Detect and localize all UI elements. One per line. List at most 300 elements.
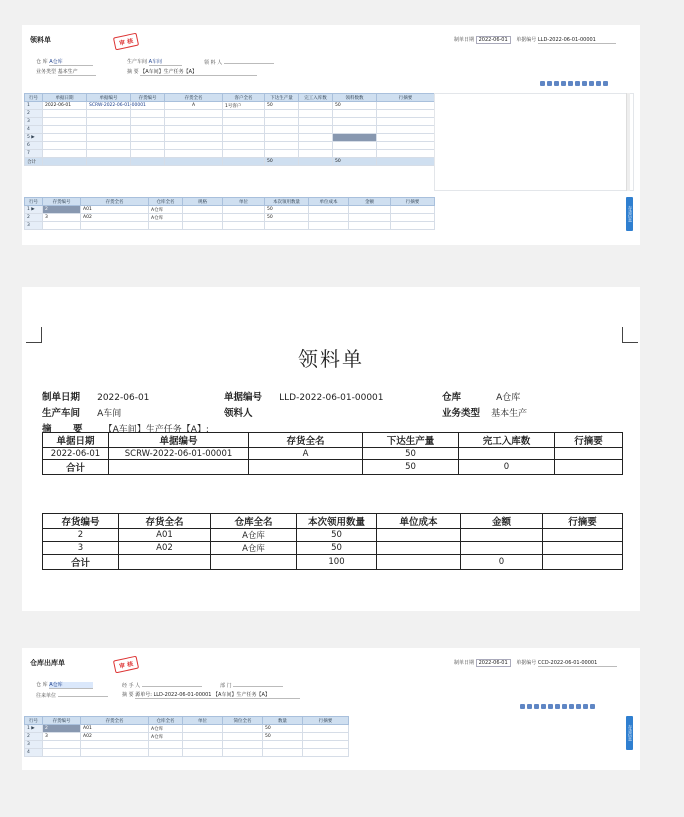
cell[interactable] bbox=[149, 749, 183, 757]
cell bbox=[377, 529, 461, 542]
col-unit[interactable]: 单位 bbox=[183, 717, 223, 725]
cell[interactable] bbox=[165, 110, 223, 118]
cell[interactable] bbox=[81, 222, 149, 230]
col-item-name[interactable]: 存货全名 bbox=[81, 198, 149, 206]
cell: 3 bbox=[25, 741, 43, 749]
cell[interactable] bbox=[309, 214, 349, 222]
cell[interactable]: 50 bbox=[333, 102, 377, 110]
cell[interactable] bbox=[87, 110, 131, 118]
col-amount[interactable]: 金额 bbox=[349, 198, 391, 206]
cell: 1 bbox=[25, 102, 43, 110]
table-row[interactable] bbox=[25, 150, 435, 158]
table-row[interactable] bbox=[25, 749, 349, 757]
date-input[interactable]: 2022-06-01 bbox=[476, 36, 511, 44]
table-row bbox=[43, 448, 623, 460]
warehouse-value: A仓库 bbox=[496, 393, 521, 403]
audit-stamp: 审 核 bbox=[113, 33, 139, 51]
cell[interactable]: A02 bbox=[81, 214, 149, 222]
picker-label: 领料人 bbox=[224, 408, 253, 419]
requisition-form-panel bbox=[22, 25, 640, 245]
cell bbox=[461, 529, 543, 542]
cell[interactable] bbox=[87, 142, 131, 150]
table-row[interactable] bbox=[25, 110, 435, 118]
cell[interactable] bbox=[333, 118, 377, 126]
cell[interactable]: 50 bbox=[265, 206, 309, 214]
cell[interactable]: A仓库 bbox=[149, 214, 183, 222]
cell[interactable] bbox=[265, 150, 299, 158]
cell[interactable] bbox=[265, 134, 299, 142]
cell[interactable] bbox=[299, 102, 333, 110]
docno-value[interactable]: LLD-2022-06-01-00001 bbox=[538, 37, 616, 44]
cell[interactable] bbox=[131, 126, 165, 134]
audit-stamp: 审 核 bbox=[113, 656, 139, 674]
item-info-tab[interactable]: 存货信息 bbox=[626, 197, 633, 231]
cell[interactable]: SCRW-2022-06-01-00001 bbox=[87, 102, 131, 110]
cell[interactable] bbox=[183, 741, 223, 749]
cell[interactable] bbox=[131, 110, 165, 118]
cell: 3 bbox=[25, 118, 43, 126]
biztype-field bbox=[36, 69, 96, 75]
cell bbox=[211, 555, 297, 570]
cell[interactable] bbox=[223, 749, 263, 757]
cell: 5 ▶ bbox=[25, 134, 43, 142]
total-amount: 0 bbox=[461, 555, 543, 570]
unit-field bbox=[36, 692, 108, 699]
date-input[interactable]: 2022-06-01 bbox=[476, 659, 511, 667]
col-rownum[interactable]: 行号 bbox=[25, 717, 43, 725]
cell[interactable] bbox=[223, 142, 265, 150]
cell[interactable]: A02 bbox=[81, 733, 149, 741]
cell[interactable] bbox=[183, 725, 223, 733]
cell[interactable] bbox=[223, 150, 265, 158]
cell[interactable]: 50 bbox=[265, 102, 299, 110]
cell[interactable]: A仓库 bbox=[149, 206, 183, 214]
workshop-field bbox=[127, 59, 182, 65]
cell[interactable] bbox=[43, 134, 87, 142]
cell[interactable] bbox=[309, 222, 349, 230]
col-row-note[interactable]: 行摘要 bbox=[377, 94, 435, 102]
biztype-value: 基本生产 bbox=[491, 409, 528, 419]
cell[interactable] bbox=[263, 749, 303, 757]
vertical-scrollbar[interactable] bbox=[626, 93, 630, 191]
cell[interactable] bbox=[377, 134, 435, 142]
col-pick-qty[interactable]: 领料数数 bbox=[333, 94, 377, 102]
stock-out-form-panel bbox=[22, 648, 640, 770]
docno-value[interactable]: CCD-2022-06-01-00001 bbox=[538, 660, 617, 667]
grid-toolbar bbox=[540, 81, 608, 86]
cell: 50 bbox=[363, 448, 459, 460]
form-title: 领料单 bbox=[30, 36, 51, 44]
date-field bbox=[454, 37, 616, 43]
col-row-note: 行摘要 bbox=[555, 433, 623, 448]
cell[interactable] bbox=[165, 126, 223, 134]
prev-icon[interactable] bbox=[589, 81, 594, 86]
grid-icon[interactable] bbox=[540, 81, 545, 86]
cell: 1 ▶ bbox=[25, 725, 43, 733]
cell[interactable] bbox=[223, 206, 265, 214]
col-row-note[interactable]: 行摘要 bbox=[303, 717, 349, 725]
cell[interactable] bbox=[223, 741, 263, 749]
next-icon[interactable] bbox=[596, 81, 601, 86]
cell[interactable] bbox=[265, 110, 299, 118]
cell bbox=[119, 555, 211, 570]
cell[interactable]: A01 bbox=[81, 725, 149, 733]
cell[interactable] bbox=[299, 118, 333, 126]
cell[interactable]: A仓库 bbox=[149, 733, 183, 741]
cell[interactable] bbox=[87, 118, 131, 126]
cell[interactable] bbox=[131, 118, 165, 126]
cell[interactable] bbox=[81, 741, 149, 749]
dept-input[interactable] bbox=[233, 682, 283, 687]
cell[interactable] bbox=[223, 725, 263, 733]
cell[interactable] bbox=[87, 126, 131, 134]
col-finished-qty: 完工入库数 bbox=[459, 433, 555, 448]
col-unit-cost[interactable]: 单位成本 bbox=[309, 198, 349, 206]
cell[interactable]: A仓库 bbox=[149, 725, 183, 733]
cell[interactable] bbox=[165, 134, 223, 142]
col-finished-qty[interactable]: 完工入库数 bbox=[299, 94, 333, 102]
cell[interactable]: 50 bbox=[263, 725, 303, 733]
table-row[interactable] bbox=[25, 206, 435, 214]
cell[interactable] bbox=[183, 733, 223, 741]
biztype-label: 业务类型 bbox=[36, 69, 57, 75]
cell bbox=[43, 158, 87, 166]
cell bbox=[249, 460, 363, 475]
cell bbox=[459, 448, 555, 460]
cell: 2 bbox=[25, 733, 43, 741]
col-warehouse: 仓库全名 bbox=[211, 514, 297, 529]
col-planned-qty[interactable]: 下达生产量 bbox=[265, 94, 299, 102]
item-info-tab[interactable]: 存货信息 bbox=[626, 716, 633, 750]
cell[interactable] bbox=[43, 150, 87, 158]
total-pick-qty: 50 bbox=[333, 158, 377, 166]
stock-out-grid bbox=[24, 716, 349, 757]
total-finished-qty: 0 bbox=[459, 460, 555, 475]
cell bbox=[223, 158, 265, 166]
workshop-input[interactable]: A车间 bbox=[149, 59, 182, 66]
cell[interactable] bbox=[377, 118, 435, 126]
cell[interactable] bbox=[349, 206, 391, 214]
eye-icon[interactable] bbox=[547, 81, 552, 86]
table-row[interactable] bbox=[25, 102, 435, 110]
cell[interactable] bbox=[303, 749, 349, 757]
docno-label: 单据编号 bbox=[224, 392, 263, 403]
cell[interactable] bbox=[349, 222, 391, 230]
total-label: 合计 bbox=[43, 555, 119, 570]
table-row bbox=[43, 529, 623, 542]
cell[interactable]: 3 bbox=[43, 733, 81, 741]
cell bbox=[109, 460, 249, 475]
table-row[interactable] bbox=[25, 725, 349, 733]
warehouse-field bbox=[36, 682, 93, 688]
col-item-code[interactable]: 存货编号 bbox=[43, 717, 81, 725]
col-doc-date[interactable]: 单据日期 bbox=[43, 94, 87, 102]
grid-toolbar bbox=[520, 704, 595, 709]
col-customer[interactable]: 客户全名 bbox=[223, 94, 265, 102]
cell[interactable] bbox=[299, 110, 333, 118]
cell[interactable] bbox=[377, 102, 435, 110]
cell: 4 bbox=[25, 126, 43, 134]
unit-label: 往来单位 bbox=[36, 693, 57, 699]
summary-label: 摘 要 bbox=[127, 69, 139, 75]
cell[interactable] bbox=[263, 741, 303, 749]
last-icon[interactable] bbox=[603, 81, 608, 86]
cell: 2022-06-01 bbox=[43, 448, 109, 460]
cell: A bbox=[249, 448, 363, 460]
cell[interactable] bbox=[391, 206, 435, 214]
cell[interactable] bbox=[149, 741, 183, 749]
handler-label: 经 手 人 bbox=[122, 683, 141, 689]
cell[interactable] bbox=[223, 110, 265, 118]
biztype-input[interactable]: 基本生产 bbox=[58, 69, 96, 76]
cell[interactable] bbox=[43, 126, 87, 134]
cell[interactable] bbox=[223, 126, 265, 134]
cell: 50 bbox=[297, 529, 377, 542]
cell[interactable] bbox=[165, 150, 223, 158]
cell[interactable] bbox=[43, 142, 87, 150]
cell[interactable] bbox=[223, 214, 265, 222]
cell[interactable] bbox=[333, 110, 377, 118]
cell[interactable] bbox=[391, 222, 435, 230]
date-field bbox=[454, 660, 617, 666]
col-item-name: 存货全名 bbox=[249, 433, 363, 448]
col-item-name[interactable]: 存货全名 bbox=[81, 717, 149, 725]
cell[interactable] bbox=[333, 126, 377, 134]
summary-value: 【A车间】生产任务【A】; bbox=[103, 425, 209, 435]
cell bbox=[87, 158, 131, 166]
cell[interactable] bbox=[131, 150, 165, 158]
save-icon[interactable] bbox=[568, 81, 573, 86]
cell[interactable]: 3 bbox=[43, 214, 81, 222]
cell bbox=[543, 529, 623, 542]
cell: SCRW-2022-06-01-00001 bbox=[109, 448, 249, 460]
cell[interactable] bbox=[87, 134, 131, 142]
summary-input[interactable]: 源单号: LLD-2022-06-01-00001 【A车间】生产任务【A】 bbox=[135, 692, 300, 699]
cell[interactable] bbox=[43, 741, 81, 749]
first-icon[interactable] bbox=[582, 81, 587, 86]
cell bbox=[555, 460, 623, 475]
col-amount: 金额 bbox=[461, 514, 543, 529]
cell[interactable] bbox=[183, 214, 223, 222]
warehouse-input[interactable]: A仓库 bbox=[49, 59, 92, 66]
save-icon[interactable] bbox=[555, 704, 560, 709]
date-value: 2022-06-01 bbox=[97, 393, 150, 403]
warehouse-input[interactable]: A仓库 bbox=[49, 682, 92, 689]
cell[interactable] bbox=[183, 222, 223, 230]
print-icon[interactable] bbox=[548, 704, 553, 709]
prev-icon[interactable] bbox=[576, 704, 581, 709]
table-row[interactable] bbox=[25, 118, 435, 126]
cell[interactable] bbox=[223, 733, 263, 741]
cell: 3 bbox=[25, 222, 43, 230]
tree-icon[interactable] bbox=[554, 81, 559, 86]
cell[interactable] bbox=[265, 142, 299, 150]
handler-field bbox=[122, 682, 202, 689]
cell[interactable] bbox=[333, 142, 377, 150]
last-icon[interactable] bbox=[590, 704, 595, 709]
col-warehouse[interactable]: 仓库全名 bbox=[149, 198, 183, 206]
grid-right-area bbox=[434, 93, 634, 191]
col-row-note[interactable]: 行摘要 bbox=[391, 198, 435, 206]
next-icon[interactable] bbox=[583, 704, 588, 709]
cell[interactable] bbox=[299, 150, 333, 158]
dept-field bbox=[220, 682, 283, 689]
picker-field bbox=[204, 59, 274, 66]
table-row[interactable] bbox=[25, 214, 435, 222]
cell: 2 bbox=[25, 214, 43, 222]
cell[interactable] bbox=[349, 214, 391, 222]
col-rownum[interactable]: 行号 bbox=[25, 198, 43, 206]
cell[interactable] bbox=[223, 222, 265, 230]
cell[interactable]: 50 bbox=[265, 214, 309, 222]
cell[interactable] bbox=[165, 142, 223, 150]
cell[interactable] bbox=[303, 741, 349, 749]
table-row[interactable] bbox=[25, 733, 349, 741]
docno-label: 单据编号 bbox=[516, 37, 537, 43]
col-spec[interactable]: 规格 bbox=[183, 198, 223, 206]
total-planned-qty: 50 bbox=[363, 460, 459, 475]
unit-input[interactable] bbox=[58, 692, 108, 697]
selected-cell[interactable]: 2 bbox=[43, 725, 81, 733]
cell[interactable] bbox=[299, 126, 333, 134]
selected-cell[interactable]: 2 bbox=[43, 206, 81, 214]
cell: 1 ▶ bbox=[25, 206, 43, 214]
cell: A仓库 bbox=[211, 529, 297, 542]
picker-label: 领 料 人 bbox=[204, 60, 223, 66]
form-title: 仓库出库单 bbox=[30, 659, 65, 667]
cell[interactable] bbox=[149, 222, 183, 230]
cell[interactable]: 50 bbox=[263, 733, 303, 741]
cell[interactable] bbox=[377, 142, 435, 150]
tree-icon[interactable] bbox=[534, 704, 539, 709]
total-row bbox=[43, 555, 623, 570]
cell[interactable]: A01 bbox=[81, 206, 149, 214]
users-icon[interactable] bbox=[541, 704, 546, 709]
col-location[interactable]: 简位全名 bbox=[223, 717, 263, 725]
source-grid-body bbox=[25, 102, 435, 166]
col-doc-no: 单据编号 bbox=[109, 433, 249, 448]
picker-input[interactable] bbox=[224, 59, 274, 64]
col-row-note: 行摘要 bbox=[543, 514, 623, 529]
grid-icon[interactable] bbox=[520, 704, 525, 709]
cell[interactable] bbox=[43, 749, 81, 757]
total-row bbox=[43, 460, 623, 475]
selected-cell[interactable] bbox=[333, 134, 377, 142]
summary-field bbox=[122, 692, 300, 698]
cell[interactable] bbox=[131, 142, 165, 150]
cell[interactable] bbox=[391, 214, 435, 222]
users-icon[interactable] bbox=[561, 81, 566, 86]
total-row bbox=[25, 158, 435, 166]
cell[interactable]: A bbox=[165, 102, 223, 110]
edit-icon[interactable] bbox=[575, 81, 580, 86]
cell[interactable] bbox=[299, 142, 333, 150]
cell[interactable] bbox=[303, 733, 349, 741]
total-issue-qty: 100 bbox=[297, 555, 377, 570]
edit-icon[interactable] bbox=[562, 704, 567, 709]
cell[interactable] bbox=[223, 134, 265, 142]
cell[interactable] bbox=[265, 126, 299, 134]
col-qty[interactable]: 数量 bbox=[263, 717, 303, 725]
cell bbox=[165, 158, 223, 166]
cell[interactable] bbox=[377, 126, 435, 134]
cell[interactable] bbox=[165, 118, 223, 126]
cell[interactable] bbox=[183, 749, 223, 757]
cell: A仓库 bbox=[211, 542, 297, 555]
col-item-code[interactable]: 存货编号 bbox=[131, 94, 165, 102]
handler-input[interactable] bbox=[142, 682, 202, 687]
items-grid bbox=[24, 197, 435, 230]
cell bbox=[131, 158, 165, 166]
col-warehouse[interactable]: 仓库全名 bbox=[149, 717, 183, 725]
cell: 2 bbox=[25, 110, 43, 118]
cell[interactable] bbox=[303, 725, 349, 733]
col-issue-qty[interactable]: 本次领用数量 bbox=[265, 198, 309, 206]
print-picker bbox=[224, 401, 253, 420]
cell: 6 bbox=[25, 142, 43, 150]
workshop-label: 生产车间 bbox=[127, 59, 148, 65]
col-item-code[interactable]: 存货编号 bbox=[43, 198, 81, 206]
cell[interactable] bbox=[131, 134, 165, 142]
cell bbox=[377, 158, 435, 166]
crop-mark-right bbox=[622, 327, 638, 343]
table-row[interactable] bbox=[25, 126, 435, 134]
cell bbox=[377, 555, 461, 570]
cell[interactable] bbox=[81, 749, 149, 757]
cell[interactable]: 1号客户 bbox=[223, 102, 265, 110]
cell[interactable] bbox=[299, 134, 333, 142]
cell[interactable] bbox=[43, 110, 87, 118]
col-item-name[interactable]: 存货全名 bbox=[165, 94, 223, 102]
col-planned-qty: 下达生产量 bbox=[363, 433, 459, 448]
print-source-table bbox=[42, 432, 623, 475]
docno-label: 单据编号 bbox=[516, 660, 537, 666]
warehouse-label: 仓 库 bbox=[36, 59, 48, 65]
table-row[interactable] bbox=[25, 134, 435, 142]
date-label: 制单日期 bbox=[454, 660, 475, 666]
workshop-label: 生产车间 bbox=[42, 408, 81, 419]
col-doc-date: 单据日期 bbox=[43, 433, 109, 448]
col-rownum[interactable]: 行号 bbox=[25, 94, 43, 102]
summary-label: 摘 要 bbox=[42, 424, 89, 435]
cell[interactable] bbox=[265, 222, 309, 230]
cell[interactable] bbox=[223, 118, 265, 126]
cell[interactable] bbox=[377, 110, 435, 118]
cell[interactable] bbox=[183, 206, 223, 214]
crop-mark-left bbox=[26, 327, 42, 343]
cell[interactable] bbox=[377, 150, 435, 158]
cell[interactable] bbox=[265, 118, 299, 126]
summary-label: 摘 要 bbox=[122, 692, 134, 698]
cell[interactable] bbox=[333, 150, 377, 158]
col-doc-no[interactable]: 单据编号 bbox=[87, 94, 131, 102]
summary-input[interactable]: 【A车间】生产任务【A】 bbox=[140, 69, 257, 76]
col-unit[interactable]: 单位 bbox=[223, 198, 265, 206]
table-row[interactable] bbox=[25, 741, 349, 749]
cell[interactable] bbox=[309, 206, 349, 214]
cell[interactable] bbox=[43, 222, 81, 230]
cell[interactable]: 2022-06-01 bbox=[43, 102, 87, 110]
cell[interactable] bbox=[43, 118, 87, 126]
warehouse-label: 仓库 bbox=[442, 392, 462, 403]
cell bbox=[543, 542, 623, 555]
first-icon[interactable] bbox=[569, 704, 574, 709]
cell[interactable] bbox=[87, 150, 131, 158]
cell: 3 bbox=[43, 542, 119, 555]
table-row[interactable] bbox=[25, 142, 435, 150]
table-row[interactable] bbox=[25, 222, 435, 230]
eye-icon[interactable] bbox=[527, 704, 532, 709]
